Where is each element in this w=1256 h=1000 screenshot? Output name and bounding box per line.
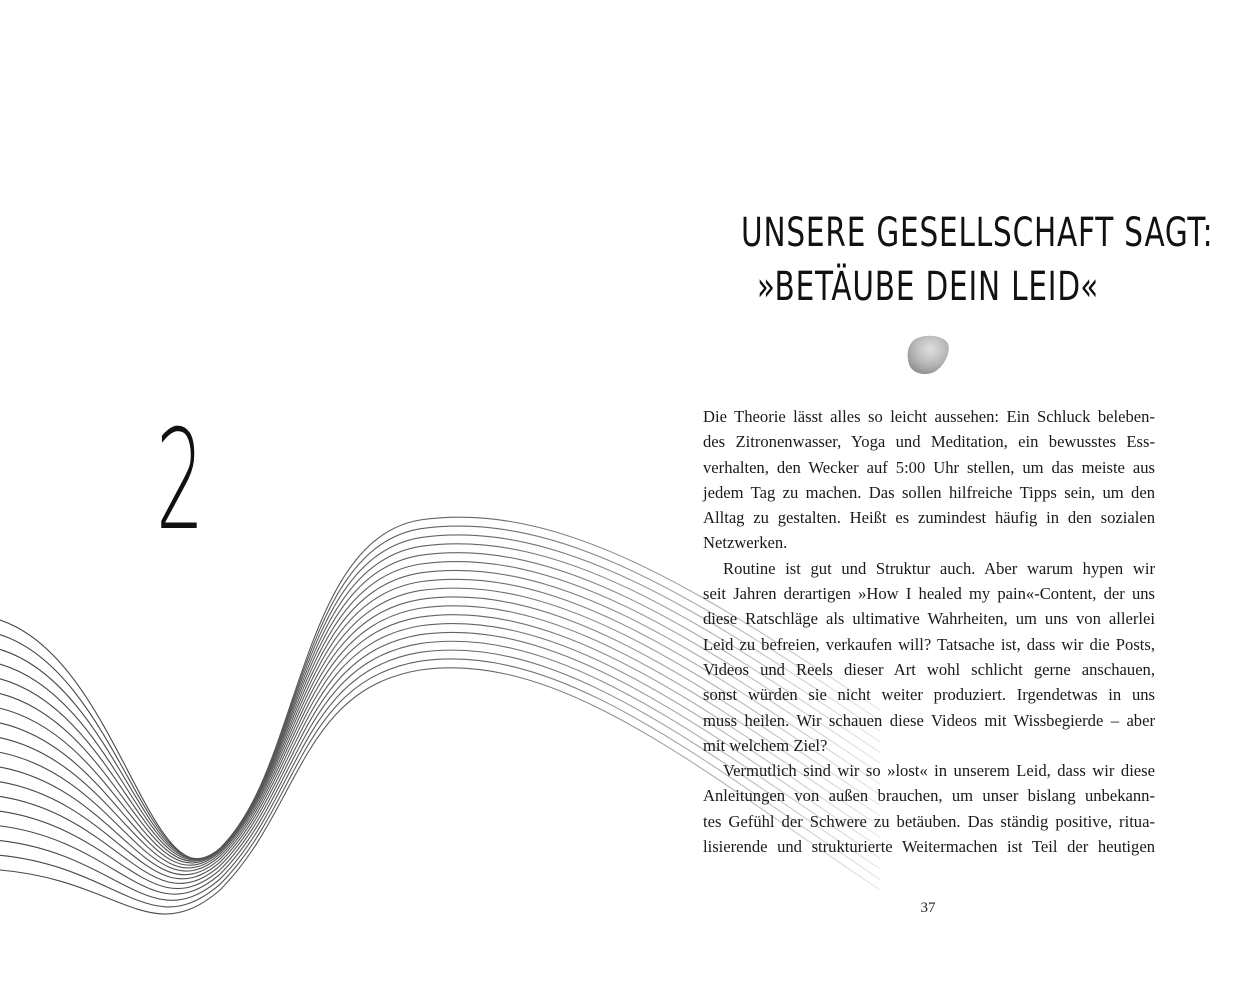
body-text	[703, 404, 1155, 859]
body-line: Netzwerken.	[703, 533, 788, 553]
body-line: Die Theorie lässt alles so leicht aussehen: Ein Schluck beleben-	[703, 407, 1155, 426]
body-line: diese Ratschläge als ultimative Wahrheiten, um uns von allerlei	[703, 609, 1155, 629]
page-number: 37	[920, 900, 936, 916]
body-line: Routine ist gut und Struktur auch. Aber warum hypen wir	[723, 558, 1155, 578]
body-line: tes Gefühl der Schwere zu betäuben. Das ständig positive, ritua-	[703, 811, 1155, 831]
pebble-icon	[906, 334, 950, 376]
body-line: verhalten, den Wecker auf 5:00 Uhr stellen, um das meiste aus	[703, 457, 1155, 477]
chapter-number: 2	[156, 400, 204, 561]
body-line: Alltag zu gestalten. Heißt es zumindest häufig in den sozialen	[703, 508, 1155, 528]
body-line: mit welchem Ziel?	[703, 735, 828, 755]
body-line: des Zitronenwasser, Yoga und Meditation, ein bewusstes Ess-	[703, 432, 1155, 452]
body-line: Vermutlich sind wir so »lost« in unserem Leid, dass wir diese	[723, 761, 1155, 781]
body-line: seit Jahren derartigen »How I healed my pain«-Content, der uns	[703, 584, 1155, 604]
body-line: muss heilen. Wir schauen diese Videos mit Wissbegierde – aber	[703, 710, 1155, 730]
chapter-title-line-2: »BETÄUBE DEIN LEID«	[756, 264, 1100, 310]
body-line: jedem Tag zu machen. Das sollen hilfreiche Tipps sein, um den	[703, 482, 1155, 502]
chapter-title	[741, 206, 1214, 314]
chapter-title-line-1: UNSERE GESELLSCHAFT SAGT:	[741, 210, 1214, 256]
body-line: sonst würden sie nicht weiter produziert. Irgendetwas in uns	[703, 685, 1155, 705]
body-line: Videos und Reels dieser Art wohl schlicht gerne anschauen,	[703, 659, 1155, 679]
body-line: Anleitungen von außen brauchen, um unser bislang unbekann-	[703, 786, 1155, 806]
body-line: Leid zu befreien, verkaufen will? Tatsache ist, dass wir die Posts,	[703, 634, 1155, 654]
body-line: lisierende und strukturierte Weitermachen ist Teil der heutigen	[703, 837, 1155, 857]
